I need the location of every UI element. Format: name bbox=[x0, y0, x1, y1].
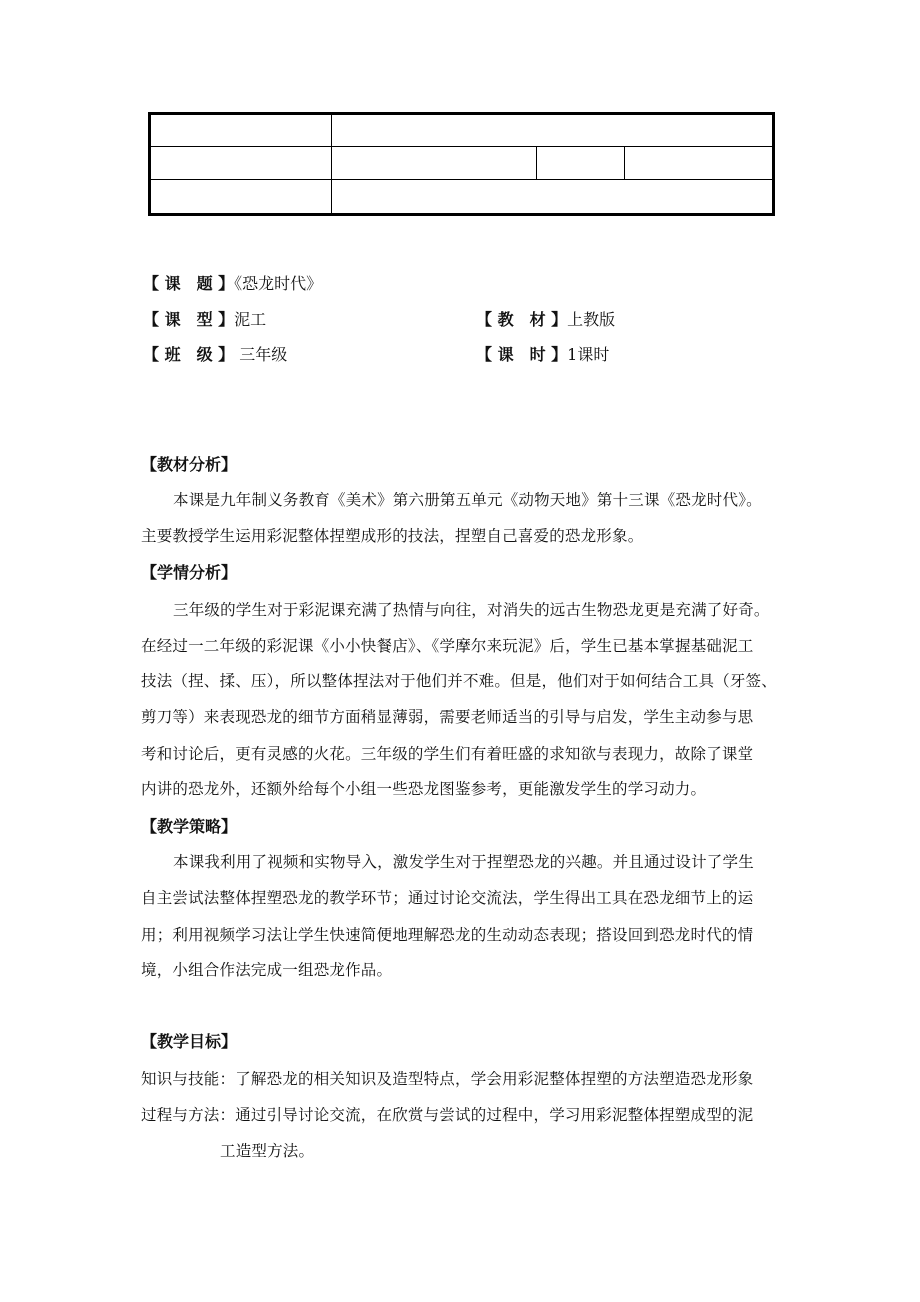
type-row bbox=[143, 310, 266, 330]
table-cell bbox=[537, 147, 625, 180]
class-label: 【 班 级 】 bbox=[143, 345, 235, 364]
material-analysis-heading: 【教材分析】 bbox=[141, 455, 238, 474]
topic-row bbox=[143, 274, 322, 294]
type-label: 【 课 型 】 bbox=[143, 310, 235, 329]
topic-label: 【 课 题 】 bbox=[143, 274, 235, 293]
hours-label: 【 课 时 】 bbox=[476, 345, 568, 364]
table-cell bbox=[150, 114, 332, 147]
table-cell bbox=[625, 147, 774, 180]
paragraph-line: 境，小组合作法完成一组恐龙作品。 bbox=[141, 961, 393, 979]
table-row bbox=[150, 114, 774, 147]
table-cell bbox=[332, 147, 537, 180]
table-cell bbox=[150, 147, 332, 180]
student-analysis-heading: 【学情分析】 bbox=[141, 563, 238, 582]
table-row bbox=[150, 180, 774, 215]
paragraph-line: 工造型方法。 bbox=[220, 1142, 315, 1160]
hours-row bbox=[476, 345, 609, 365]
paragraph-line: 本课是九年制义务教育《美术》第六册第五单元《动物天地》第十三课《恐龙时代》。 bbox=[173, 491, 762, 509]
paragraph-line: 过程与方法：通过引导讨论交流，在欣赏与尝试的过程中，学习用彩泥整体捏塑成型的泥 bbox=[141, 1106, 754, 1124]
paragraph-line: 三年级的学生对于彩泥课充满了热情与向往，对消失的远古生物恐龙更是充满了好奇。 bbox=[173, 601, 770, 619]
paragraph-line: 本课我利用了视频和实物导入，激发学生对于捏塑恐龙的兴趣。并且通过设计了学生 bbox=[173, 853, 754, 871]
paragraph-line: 考和讨论后，更有灵感的火花。三年级的学生们有着旺盛的求知欲与表现力，故除了课堂 bbox=[141, 745, 754, 763]
table-cell bbox=[150, 180, 332, 215]
class-value: 三年级 bbox=[239, 345, 288, 364]
paragraph-line: 用；利用视频学习法让学生快速简便地理解恐龙的生动动态表现；搭设回到恐龙时代的情 bbox=[141, 926, 754, 944]
teaching-strategy-heading: 【教学策略】 bbox=[141, 817, 238, 836]
paragraph-line: 技法（捏、揉、压），所以整体捏法对于他们并不难。但是，他们对于如何结合工具（牙签、 bbox=[141, 672, 777, 690]
table-row bbox=[150, 147, 774, 180]
teaching-goals-heading: 【教学目标】 bbox=[141, 1032, 238, 1051]
paragraph-line: 内讲的恐龙外，还额外给每个小组一些恐龙图鉴参考，更能激发学生的学习动力。 bbox=[141, 780, 707, 798]
paragraph-line: 知识与技能：了解恐龙的相关知识及造型特点，学会用彩泥整体捏塑的方法塑造恐龙形象 bbox=[141, 1070, 754, 1088]
table-cell bbox=[332, 114, 774, 147]
header-info-table bbox=[148, 112, 775, 216]
table-cell bbox=[332, 180, 774, 215]
hours-value: 1课时 bbox=[567, 345, 610, 364]
material-row bbox=[476, 310, 615, 330]
paragraph-line: 主要教授学生运用彩泥整体捏塑成形的技法，捏塑自己喜爱的恐龙形象。 bbox=[141, 527, 644, 545]
material-label: 【 教 材 】 bbox=[476, 310, 568, 329]
class-row bbox=[143, 345, 287, 365]
type-value: 泥工 bbox=[234, 310, 267, 329]
paragraph-line: 剪刀等）来表现恐龙的细节方面稍显薄弱，需要老师适当的引导与启发，学生主动参与思 bbox=[141, 708, 754, 726]
topic-value: 《恐龙时代》 bbox=[234, 274, 323, 293]
paragraph-line: 在经过一二年级的彩泥课《小小快餐店》、《学摩尔来玩泥》后，学生已基本掌握基础泥工 bbox=[141, 637, 754, 655]
material-value: 上教版 bbox=[567, 310, 616, 329]
paragraph-line: 自主尝试法整体捏塑恐龙的教学环节；通过讨论交流法，学生得出工具在恐龙细节上的运 bbox=[141, 889, 754, 907]
